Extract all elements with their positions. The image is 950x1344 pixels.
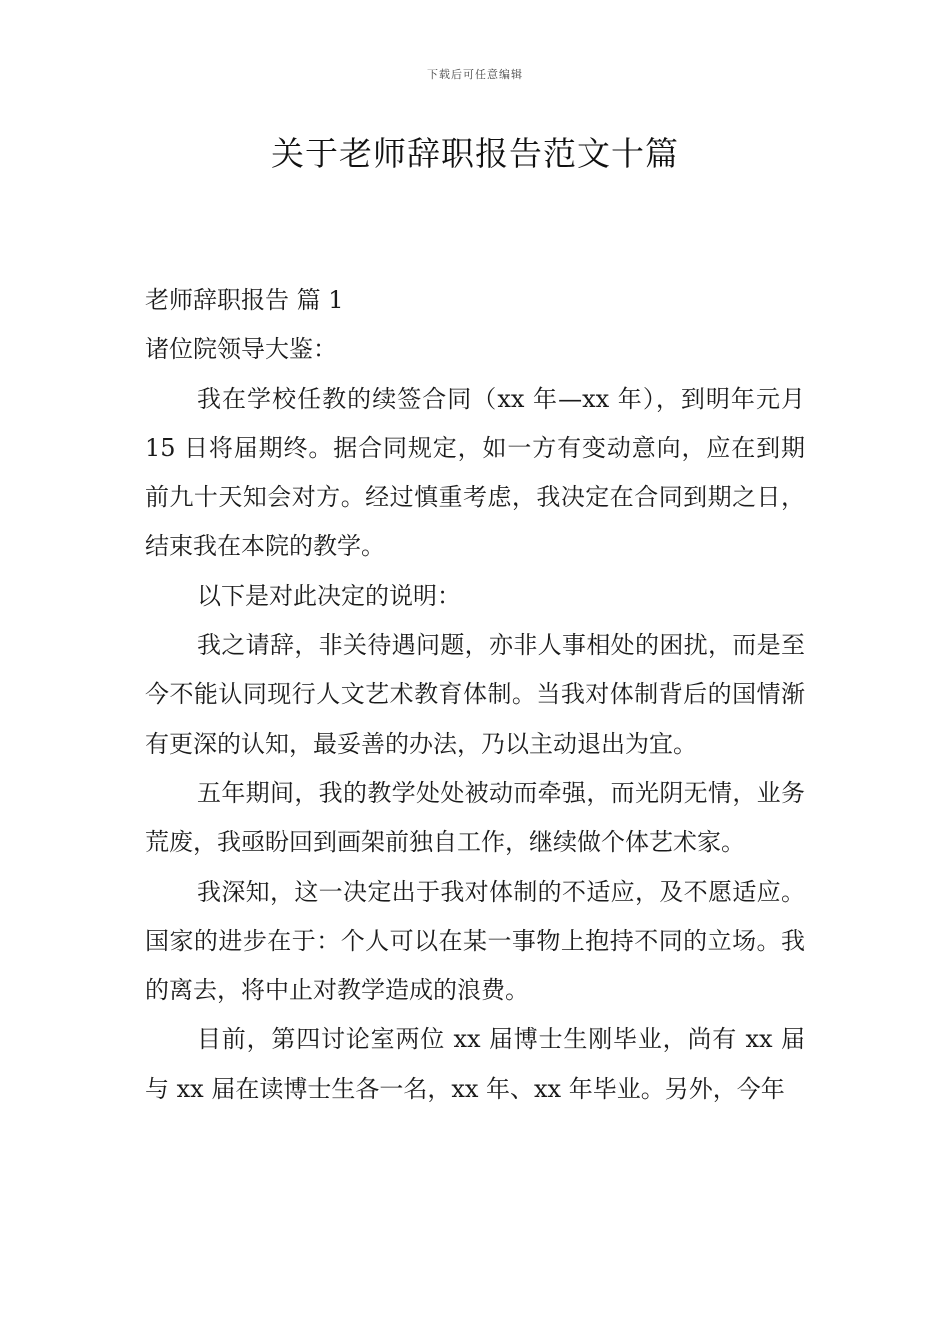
document-title: 关于老师辞职报告范文十篇 bbox=[271, 134, 679, 173]
paragraph-6: 目前，第四讨论室两位 xx 届博士生刚毕业，尚有 xx 届与 xx 届在读博士生各一名，xx 年、xx 年毕业。另外，今年 bbox=[145, 1025, 805, 1103]
salutation: 诸位院领导大鉴： bbox=[145, 335, 337, 364]
paragraph-5: 我深知，这一决定出于我对体制的不适应，及不愿适应。国家的进步在于：个人可以在某一事物上抱持不同的立场。我的离去，将中止对教学造成的浪费。 bbox=[145, 877, 805, 1005]
paragraph-3: 我之请辞，非关待遇问题，亦非人事相处的困扰，而是至今不能认同现行人文艺术教育体制。当我对体制背后的国情渐有更深的认知，最妥善的办法，乃以主动退出为宜。 bbox=[145, 631, 805, 758]
document-body bbox=[145, 276, 805, 1114]
paragraph-4: 五年期间，我的教学处处被动而牵强，而光阴无情，业务荒废，我亟盼回到画架前独自工作，继续做个体艺术家。 bbox=[145, 778, 805, 857]
paragraph-2: 以下是对此决定的说明： bbox=[197, 581, 461, 610]
header-note: 下载后可任意编辑 bbox=[427, 68, 523, 81]
section-heading: 老师辞职报告 篇 1 bbox=[145, 286, 344, 314]
paragraph-1: 我在学校任教的续签合同（xx 年—xx 年），到明年元月 15 日将届期终。据合同规定，如一方有变动意向，应在到期前九十天知会对方。经过慎重考虑，我决定在合同到期之日，结束我在本院的教学。 bbox=[145, 384, 805, 561]
